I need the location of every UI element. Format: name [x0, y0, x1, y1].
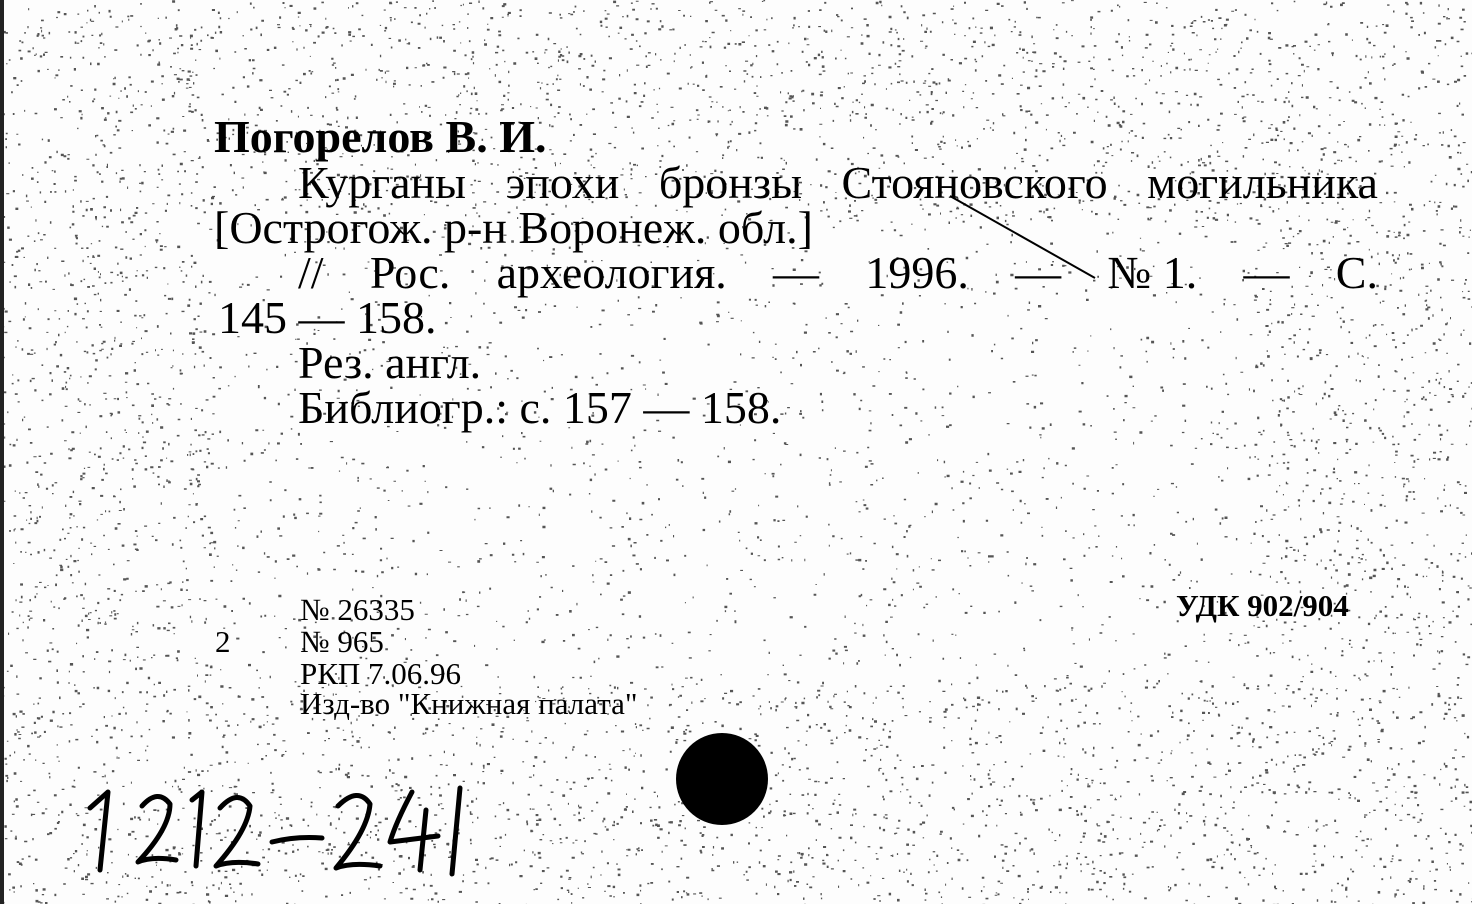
- handwritten-inventory-number: [60, 770, 500, 890]
- publisher-line: Изд-во "Книжная палата": [300, 686, 638, 721]
- title-word: могильника: [1147, 157, 1378, 208]
- card-left-edge: [0, 0, 4, 904]
- source-word: археология.: [496, 247, 727, 298]
- source-word: Рос.: [369, 247, 451, 298]
- title-word: Курганы: [298, 157, 467, 208]
- author-heading: Погорелов В. И.: [214, 111, 547, 162]
- source-word: 1996.: [865, 247, 969, 298]
- title-line-2: [Острогож. р-н Воронеж. обл.]: [214, 202, 813, 253]
- title-line-1: [298, 157, 1378, 208]
- source-word: —: [1015, 247, 1062, 298]
- registration-number-2: № 965: [300, 624, 384, 659]
- copies-count: 2: [215, 624, 231, 659]
- source-word: —: [773, 247, 820, 298]
- punch-hole: [676, 733, 768, 825]
- bibliography-note: Библиогр.: с. 157 — 158.: [298, 382, 782, 433]
- registration-number: № 26335: [300, 592, 415, 627]
- title-word: Стояновского: [841, 157, 1108, 208]
- resume-note: Рез. англ.: [298, 337, 482, 388]
- title-word: эпохи: [505, 157, 620, 208]
- udk-code: УДК 902/904: [1176, 588, 1349, 623]
- pages-line: 145 — 158.: [218, 292, 437, 343]
- source-line: [298, 247, 1378, 298]
- source-word: //: [298, 247, 324, 298]
- source-word: № 1.: [1107, 247, 1198, 298]
- rkp-date: РКП 7.06.96: [300, 656, 462, 691]
- source-word: С.: [1335, 247, 1378, 298]
- source-word: —: [1243, 247, 1290, 298]
- title-word: бронзы: [658, 157, 803, 208]
